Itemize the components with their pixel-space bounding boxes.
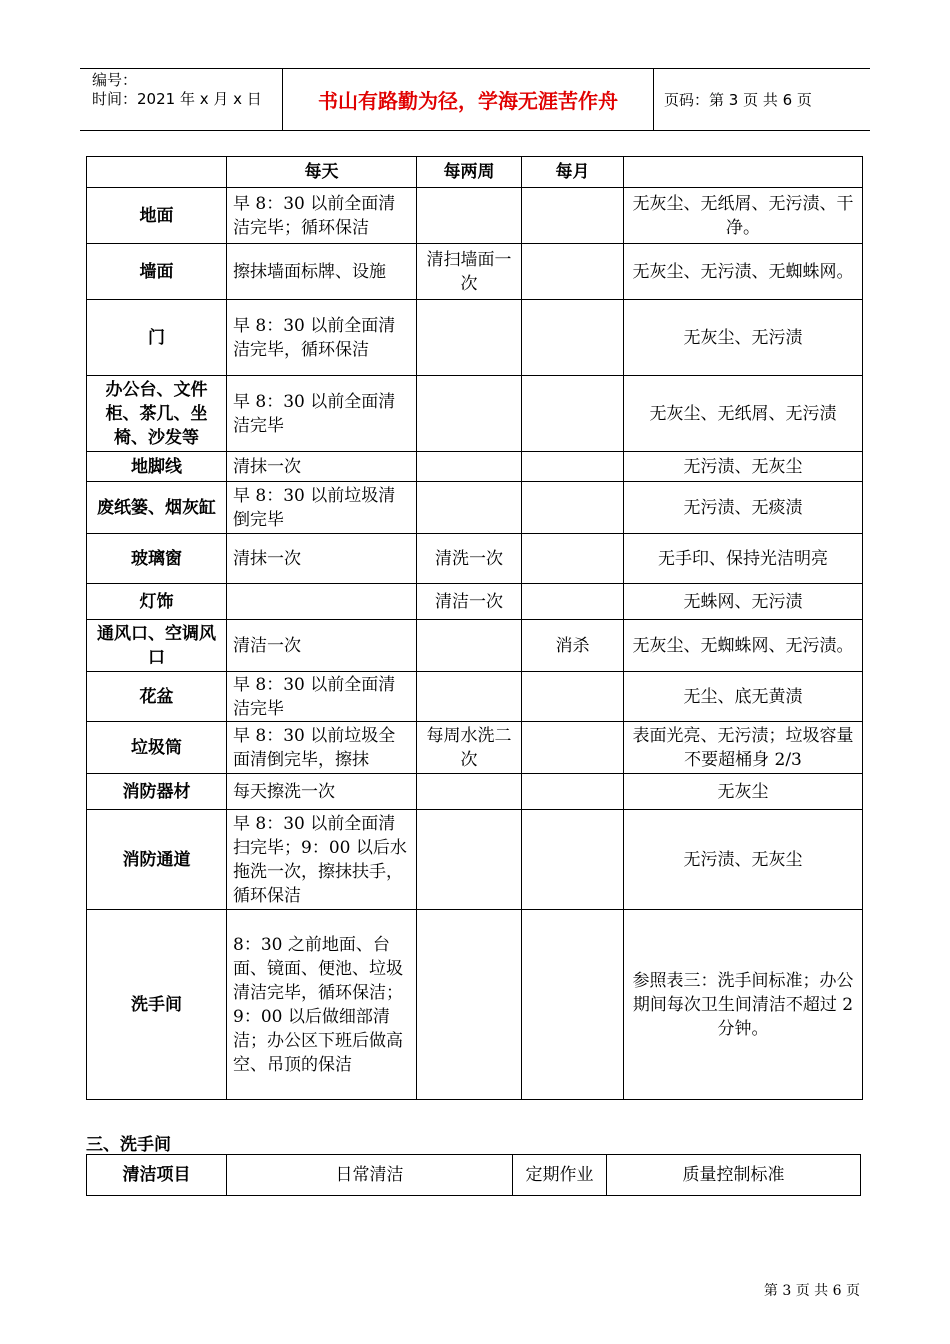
monthly-cell bbox=[522, 910, 624, 1100]
table-row bbox=[87, 534, 863, 584]
daily-cell: 清抹一次 bbox=[227, 452, 417, 482]
restroom-header-item: 清洁项目 bbox=[87, 1155, 227, 1196]
item-cell: 灯饰 bbox=[87, 584, 227, 620]
standard-cell: 无灰尘、无污渍、无蜘蛛网。 bbox=[624, 244, 863, 300]
biweekly-cell bbox=[417, 620, 522, 672]
standard-cell: 表面光亮、无污渍；垃圾容量不要超桶身 2/3 bbox=[624, 722, 863, 774]
table-row bbox=[87, 244, 863, 300]
header-page-number: 页码：第 3 页 共 6 页 bbox=[664, 91, 812, 109]
header-standard bbox=[624, 157, 863, 188]
monthly-cell bbox=[522, 376, 624, 452]
item-cell: 废纸篓、烟灰缸 bbox=[87, 482, 227, 534]
table-row bbox=[87, 722, 863, 774]
daily-cell: 早 8：30 以前全面清洁完毕 bbox=[227, 672, 417, 722]
monthly-cell bbox=[522, 244, 624, 300]
standard-cell: 无蛛网、无污渍 bbox=[624, 584, 863, 620]
table-row bbox=[87, 584, 863, 620]
biweekly-cell: 清洁一次 bbox=[417, 584, 522, 620]
standard-cell: 无污渍、无痰渍 bbox=[624, 482, 863, 534]
biweekly-cell bbox=[417, 810, 522, 910]
daily-cell: 清抹一次 bbox=[227, 534, 417, 584]
table-row bbox=[87, 452, 863, 482]
monthly-cell bbox=[522, 672, 624, 722]
item-cell: 垃圾筒 bbox=[87, 722, 227, 774]
monthly-cell bbox=[522, 452, 624, 482]
item-cell: 通风口、空调风口 bbox=[87, 620, 227, 672]
document-number: 编号： bbox=[92, 71, 138, 89]
header-biweekly: 每两周 bbox=[417, 157, 522, 188]
biweekly-cell bbox=[417, 452, 522, 482]
table-header-row bbox=[87, 157, 863, 188]
biweekly-cell bbox=[417, 774, 522, 810]
header-monthly: 每月 bbox=[522, 157, 624, 188]
table-row bbox=[87, 376, 863, 452]
daily-cell: 早 8：30 以前垃圾清倒完毕 bbox=[227, 482, 417, 534]
monthly-cell bbox=[522, 584, 624, 620]
daily-cell: 早 8：30 以前垃圾全面清倒完毕，擦抹 bbox=[227, 722, 417, 774]
biweekly-cell bbox=[417, 482, 522, 534]
monthly-cell bbox=[522, 810, 624, 910]
daily-cell: 擦抹墙面标牌、设施 bbox=[227, 244, 417, 300]
standard-cell: 无灰尘、无纸屑、无污渍、干净。 bbox=[624, 188, 863, 244]
biweekly-cell bbox=[417, 376, 522, 452]
standard-cell: 无灰尘、无蜘蛛网、无污渍。 bbox=[624, 620, 863, 672]
item-cell: 地面 bbox=[87, 188, 227, 244]
biweekly-cell: 清扫墙面一次 bbox=[417, 244, 522, 300]
standard-cell: 无污渍、无灰尘 bbox=[624, 810, 863, 910]
header-meta bbox=[80, 69, 282, 130]
item-cell: 花盆 bbox=[87, 672, 227, 722]
restroom-header-row bbox=[87, 1155, 861, 1196]
daily-cell: 每天擦洗一次 bbox=[227, 774, 417, 810]
monthly-cell bbox=[522, 774, 624, 810]
daily-cell: 早 8：30 以前全面清洁完毕 bbox=[227, 376, 417, 452]
monthly-cell bbox=[522, 300, 624, 376]
page-header bbox=[80, 68, 870, 131]
biweekly-cell bbox=[417, 910, 522, 1100]
daily-cell: 8：30 之前地面、台面、镜面、便池、垃圾清洁完毕，循环保洁；9：00 以后做细部清洁；办公区下班后做高空、吊顶的保洁 bbox=[227, 910, 417, 1100]
header-item bbox=[87, 157, 227, 188]
table-row bbox=[87, 188, 863, 244]
daily-cell bbox=[227, 584, 417, 620]
item-cell: 门 bbox=[87, 300, 227, 376]
item-cell: 消防器材 bbox=[87, 774, 227, 810]
item-cell: 洗手间 bbox=[87, 910, 227, 1100]
item-cell: 办公台、文件柜、茶几、坐椅、沙发等 bbox=[87, 376, 227, 452]
item-cell: 地脚线 bbox=[87, 452, 227, 482]
table-row bbox=[87, 774, 863, 810]
header-motto: 书山有路勤为径，学海无涯苦作舟 bbox=[282, 69, 654, 130]
table-row bbox=[87, 300, 863, 376]
standard-cell: 参照表三：洗手间标准；办公期间每次卫生间清洁不超过 2 分钟。 bbox=[624, 910, 863, 1100]
standard-cell: 无灰尘、无污渍 bbox=[624, 300, 863, 376]
daily-cell: 早 8：30 以前全面清洁完毕；循环保洁 bbox=[227, 188, 417, 244]
item-cell: 消防通道 bbox=[87, 810, 227, 910]
standard-cell: 无灰尘 bbox=[624, 774, 863, 810]
biweekly-cell bbox=[417, 188, 522, 244]
table-row bbox=[87, 910, 863, 1100]
table-row bbox=[87, 482, 863, 534]
standard-cell: 无尘、底无黄渍 bbox=[624, 672, 863, 722]
standard-cell: 无手印、保持光洁明亮 bbox=[624, 534, 863, 584]
document-date: 时间：2021 年 x 月 x 日 bbox=[92, 90, 262, 108]
restroom-table bbox=[86, 1154, 861, 1196]
standard-cell: 无污渍、无灰尘 bbox=[624, 452, 863, 482]
cleaning-schedule-table bbox=[86, 156, 863, 1100]
daily-cell: 早 8：30 以前全面清洁完毕，循环保洁 bbox=[227, 300, 417, 376]
page-footer: 第 3 页 共 6 页 bbox=[763, 1283, 860, 1299]
biweekly-cell bbox=[417, 672, 522, 722]
restroom-header-daily: 日常清洁 bbox=[227, 1155, 513, 1196]
restroom-header-periodic: 定期作业 bbox=[513, 1155, 607, 1196]
monthly-cell: 消杀 bbox=[522, 620, 624, 672]
biweekly-cell: 清洗一次 bbox=[417, 534, 522, 584]
monthly-cell bbox=[522, 188, 624, 244]
table-row bbox=[87, 620, 863, 672]
daily-cell: 清洁一次 bbox=[227, 620, 417, 672]
item-cell: 玻璃窗 bbox=[87, 534, 227, 584]
monthly-cell bbox=[522, 722, 624, 774]
item-cell: 墙面 bbox=[87, 244, 227, 300]
header-daily: 每天 bbox=[227, 157, 417, 188]
biweekly-cell bbox=[417, 300, 522, 376]
section-3-title: 三、洗手间 bbox=[86, 1135, 171, 1155]
table-row bbox=[87, 672, 863, 722]
monthly-cell bbox=[522, 482, 624, 534]
daily-cell: 早 8：30 以前全面清扫完毕；9：00 以后水拖洗一次，擦抹扶手，循环保洁 bbox=[227, 810, 417, 910]
standard-cell: 无灰尘、无纸屑、无污渍 bbox=[624, 376, 863, 452]
restroom-header-standard: 质量控制标准 bbox=[607, 1155, 861, 1196]
table-row bbox=[87, 810, 863, 910]
monthly-cell bbox=[522, 534, 624, 584]
biweekly-cell: 每周水洗二次 bbox=[417, 722, 522, 774]
